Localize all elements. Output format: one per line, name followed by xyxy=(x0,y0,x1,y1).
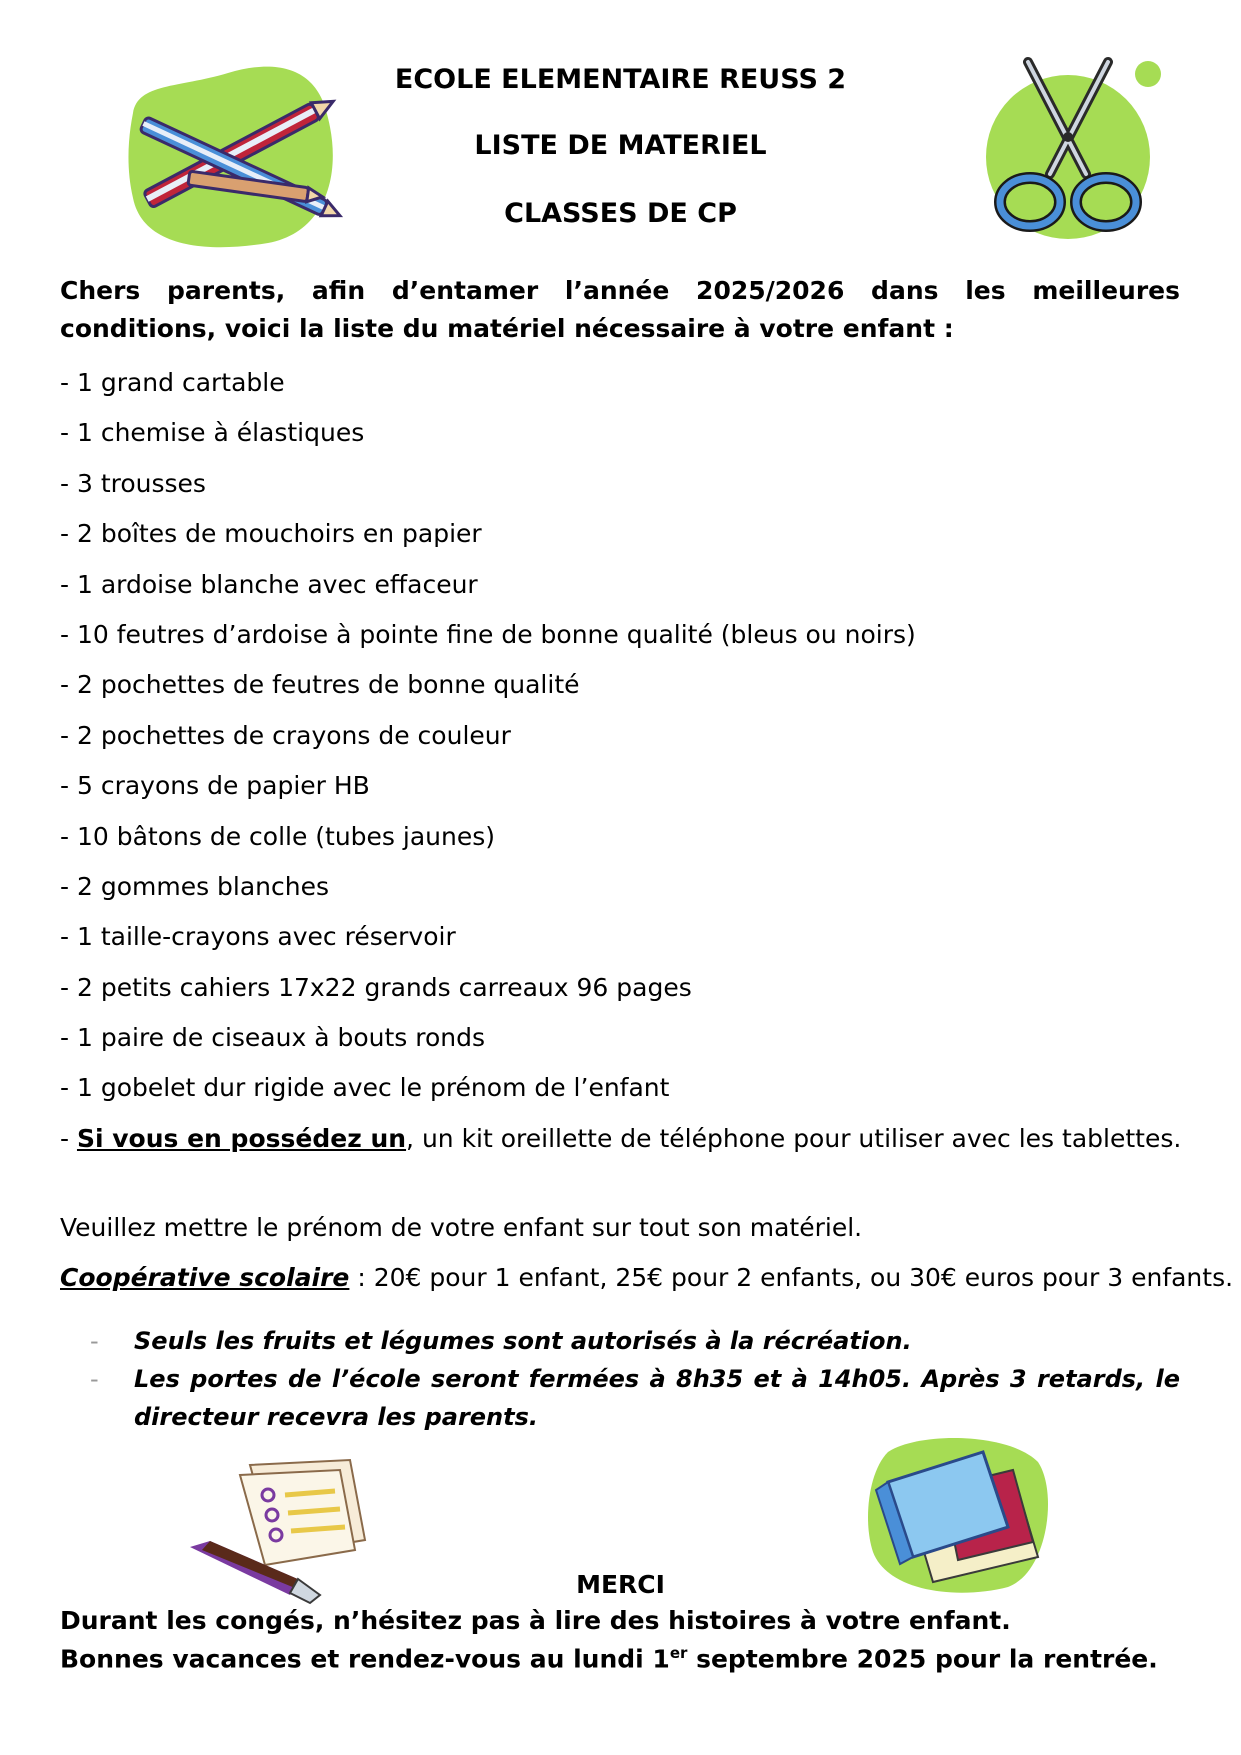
footer-line-1: Durant les congés, n’hésitez pas à lire des histoires à votre enfant. xyxy=(60,1606,1011,1635)
list-item: - 5 crayons de papier HB xyxy=(60,771,370,801)
footer-ordinal: er xyxy=(669,1644,688,1662)
coop-label: Coopérative scolaire xyxy=(60,1263,350,1292)
note-text: Les portes de l’école seront fermées à 8h35 et à 14h05. Après 3 retards, le directeur recevra les parents. xyxy=(134,1365,1180,1431)
list-item: - 1 ardoise blanche avec effaceur xyxy=(60,569,478,599)
footer-line-2-start: Bonnes vacances et rendez-vous au lundi 1 xyxy=(60,1644,670,1674)
footer-line-2-end: septembre 2025 pour la rentrée. xyxy=(687,1644,1158,1674)
note-item xyxy=(90,1322,1180,1360)
list-item: - 10 feutres d’ardoise à pointe fine de bonne qualité (bleus ou noirs) xyxy=(60,619,916,649)
headset-prefix: - xyxy=(60,1123,77,1153)
coop-line xyxy=(60,1263,1233,1292)
list-item-headset xyxy=(60,1114,1210,1164)
list-item: - 2 petits cahiers 17x22 grands carreaux 96 pages xyxy=(60,972,692,1002)
school-name: ECOLE ELEMENTAIRE REUSS 2 xyxy=(394,64,847,95)
note-dash: - xyxy=(90,1365,99,1393)
list-item: - 1 paire de ciseaux à bouts ronds xyxy=(60,1023,486,1053)
supply-list xyxy=(60,358,1210,1164)
list-item: - 1 gobelet dur rigide avec le prénom de l’enfant xyxy=(60,1073,670,1103)
note-text: Seuls les fruits et légumes sont autorisés à la récréation. xyxy=(134,1327,912,1355)
classes-title: CLASSES DE CP xyxy=(504,198,737,229)
merci-heading: MERCI xyxy=(576,1570,665,1599)
headset-rest: , un kit oreillette de téléphone pour utiliser avec les tablettes. xyxy=(406,1123,1182,1153)
list-item: - 1 taille-crayons avec réservoir xyxy=(60,922,456,952)
list-title: LISTE DE MATERIEL xyxy=(474,130,767,161)
list-item: - 2 boîtes de mouchoirs en papier xyxy=(60,519,482,549)
list-item: - 2 pochettes de crayons de couleur xyxy=(60,720,511,750)
list-item: - 2 gommes blanches xyxy=(60,871,330,901)
headset-emphasis: Si vous en possédez un xyxy=(76,1123,407,1153)
list-item: - 3 trousses xyxy=(60,468,206,498)
list-item: - 1 grand cartable xyxy=(60,368,285,397)
intro-text: Chers parents, afin d’entamer l’année 2025/2026 dans les meilleures conditions, voici la liste du matériel nécessaire à votre enfant : xyxy=(60,276,1180,343)
notes-list xyxy=(90,1322,1180,1436)
footer-line-2 xyxy=(60,1644,1158,1673)
note-item xyxy=(90,1360,1180,1436)
list-item: - 2 pochettes de feutres de bonne qualité xyxy=(60,670,580,700)
name-note: Veuillez mettre le prénom de votre enfant sur tout son matériel. xyxy=(60,1213,863,1242)
list-item: - 10 bâtons de colle (tubes jaunes) xyxy=(60,821,496,851)
note-dash: - xyxy=(90,1327,99,1355)
coop-text: : 20€ pour 1 enfant, 25€ pour 2 enfants, ou 30€ euros pour 3 enfants. xyxy=(349,1263,1234,1292)
list-item: - 1 chemise à élastiques xyxy=(60,418,365,448)
